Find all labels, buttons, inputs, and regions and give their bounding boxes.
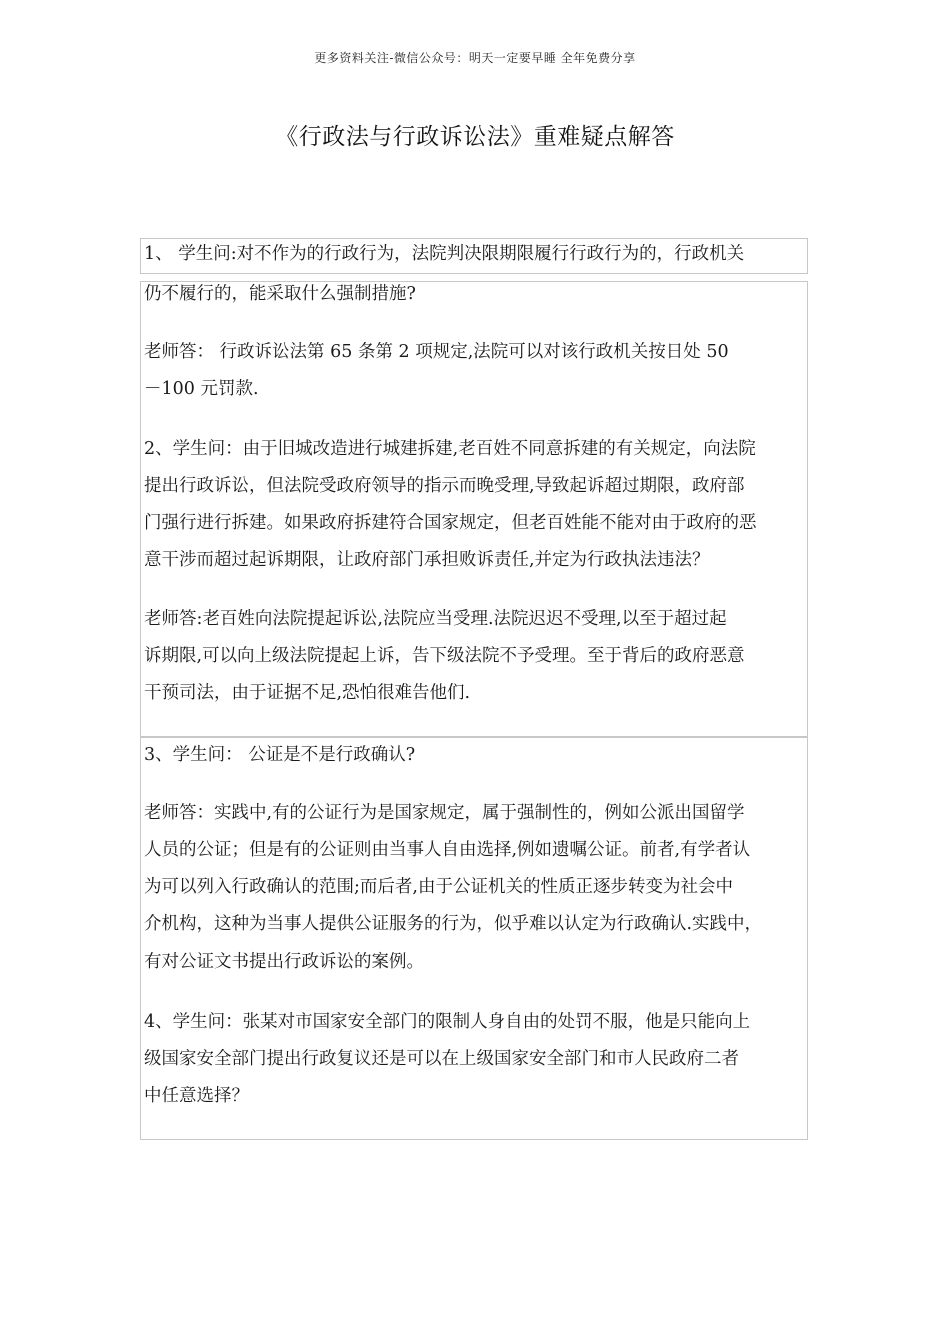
- answer-3-line-2: 人员的公证；但是有的公证则由当事人自由选择,例如遗嘱公证。前者,有学者认: [144, 840, 751, 860]
- answer-1-line-1: 老师答： 行政诉讼法第 65 条第 2 项规定,法院可以对该行政机关按日处 50: [144, 342, 729, 362]
- answer-3-line-4: 介机构，这种为当事人提供公证服务的行为，似乎难以认定为行政确认.实践中，: [144, 914, 763, 934]
- answer-3-line-1: 老师答：实践中,有的公证行为是国家规定，属于强制性的，例如公派出国留学: [144, 803, 745, 823]
- answer-2-line-2: 诉期限,可以向上级法院提起上诉，告下级法院不予受理。至于背后的政府恶意: [144, 646, 745, 666]
- question-3-line-1: 3、学生问： 公证是不是行政确认?: [144, 745, 416, 765]
- question-2-line-2: 提出行政诉讼，但法院受政府领导的指示而晚受理,导致起诉超过期限，政府部: [144, 476, 745, 496]
- answer-1-line-2: －100 元罚款.: [144, 379, 259, 399]
- answer-2-line-1: 老师答:老百姓向法院提起诉讼,法院应当受理.法院迟迟不受理,以至于超过起: [144, 609, 727, 629]
- answer-2-line-3: 干预司法，由于证据不足,恐怕很难告他们.: [144, 683, 471, 703]
- answer-3-line-5: 有对公证文书提出行政诉讼的案例。: [144, 952, 424, 972]
- document-title: 《行政法与行政诉讼法》重难疑点解答: [275, 124, 675, 150]
- question-4-line-3: 中任意选择？: [144, 1086, 249, 1106]
- answer-3-line-3: 为可以列入行政确认的范围;而后者,由于公证机关的性质正逐步转变为社会中: [144, 877, 733, 897]
- question-1-line-1: 1、 学生问:对不作为的行政行为，法院判决限期限履行行政行为的，行政机关: [144, 244, 745, 264]
- question-2-line-3: 门强行进行拆建。如果政府拆建符合国家规定，但老百姓能不能对由于政府的恶: [144, 513, 757, 533]
- question-2-line-4: 意干涉而超过起诉期限，让政府部门承担败诉责任,并定为行政执法违法？: [144, 550, 710, 570]
- page-header-note: 更多资料关注-微信公众号：明天一定要早睡 全年免费分享: [314, 51, 636, 65]
- question-1-line-2: 仍不履行的，能采取什么强制措施?: [144, 284, 416, 304]
- question-4-line-1: 4、学生问：张某对市国家安全部门的限制人身自由的处罚不服，他是只能向上: [144, 1012, 751, 1032]
- question-2-line-1: 2、学生问：由于旧城改造进行城建拆建,老百姓不同意拆建的有关规定，向法院: [144, 439, 756, 459]
- question-4-line-2: 级国家安全部门提出行政复议还是可以在上级国家安全部门和市人民政府二者: [144, 1049, 739, 1069]
